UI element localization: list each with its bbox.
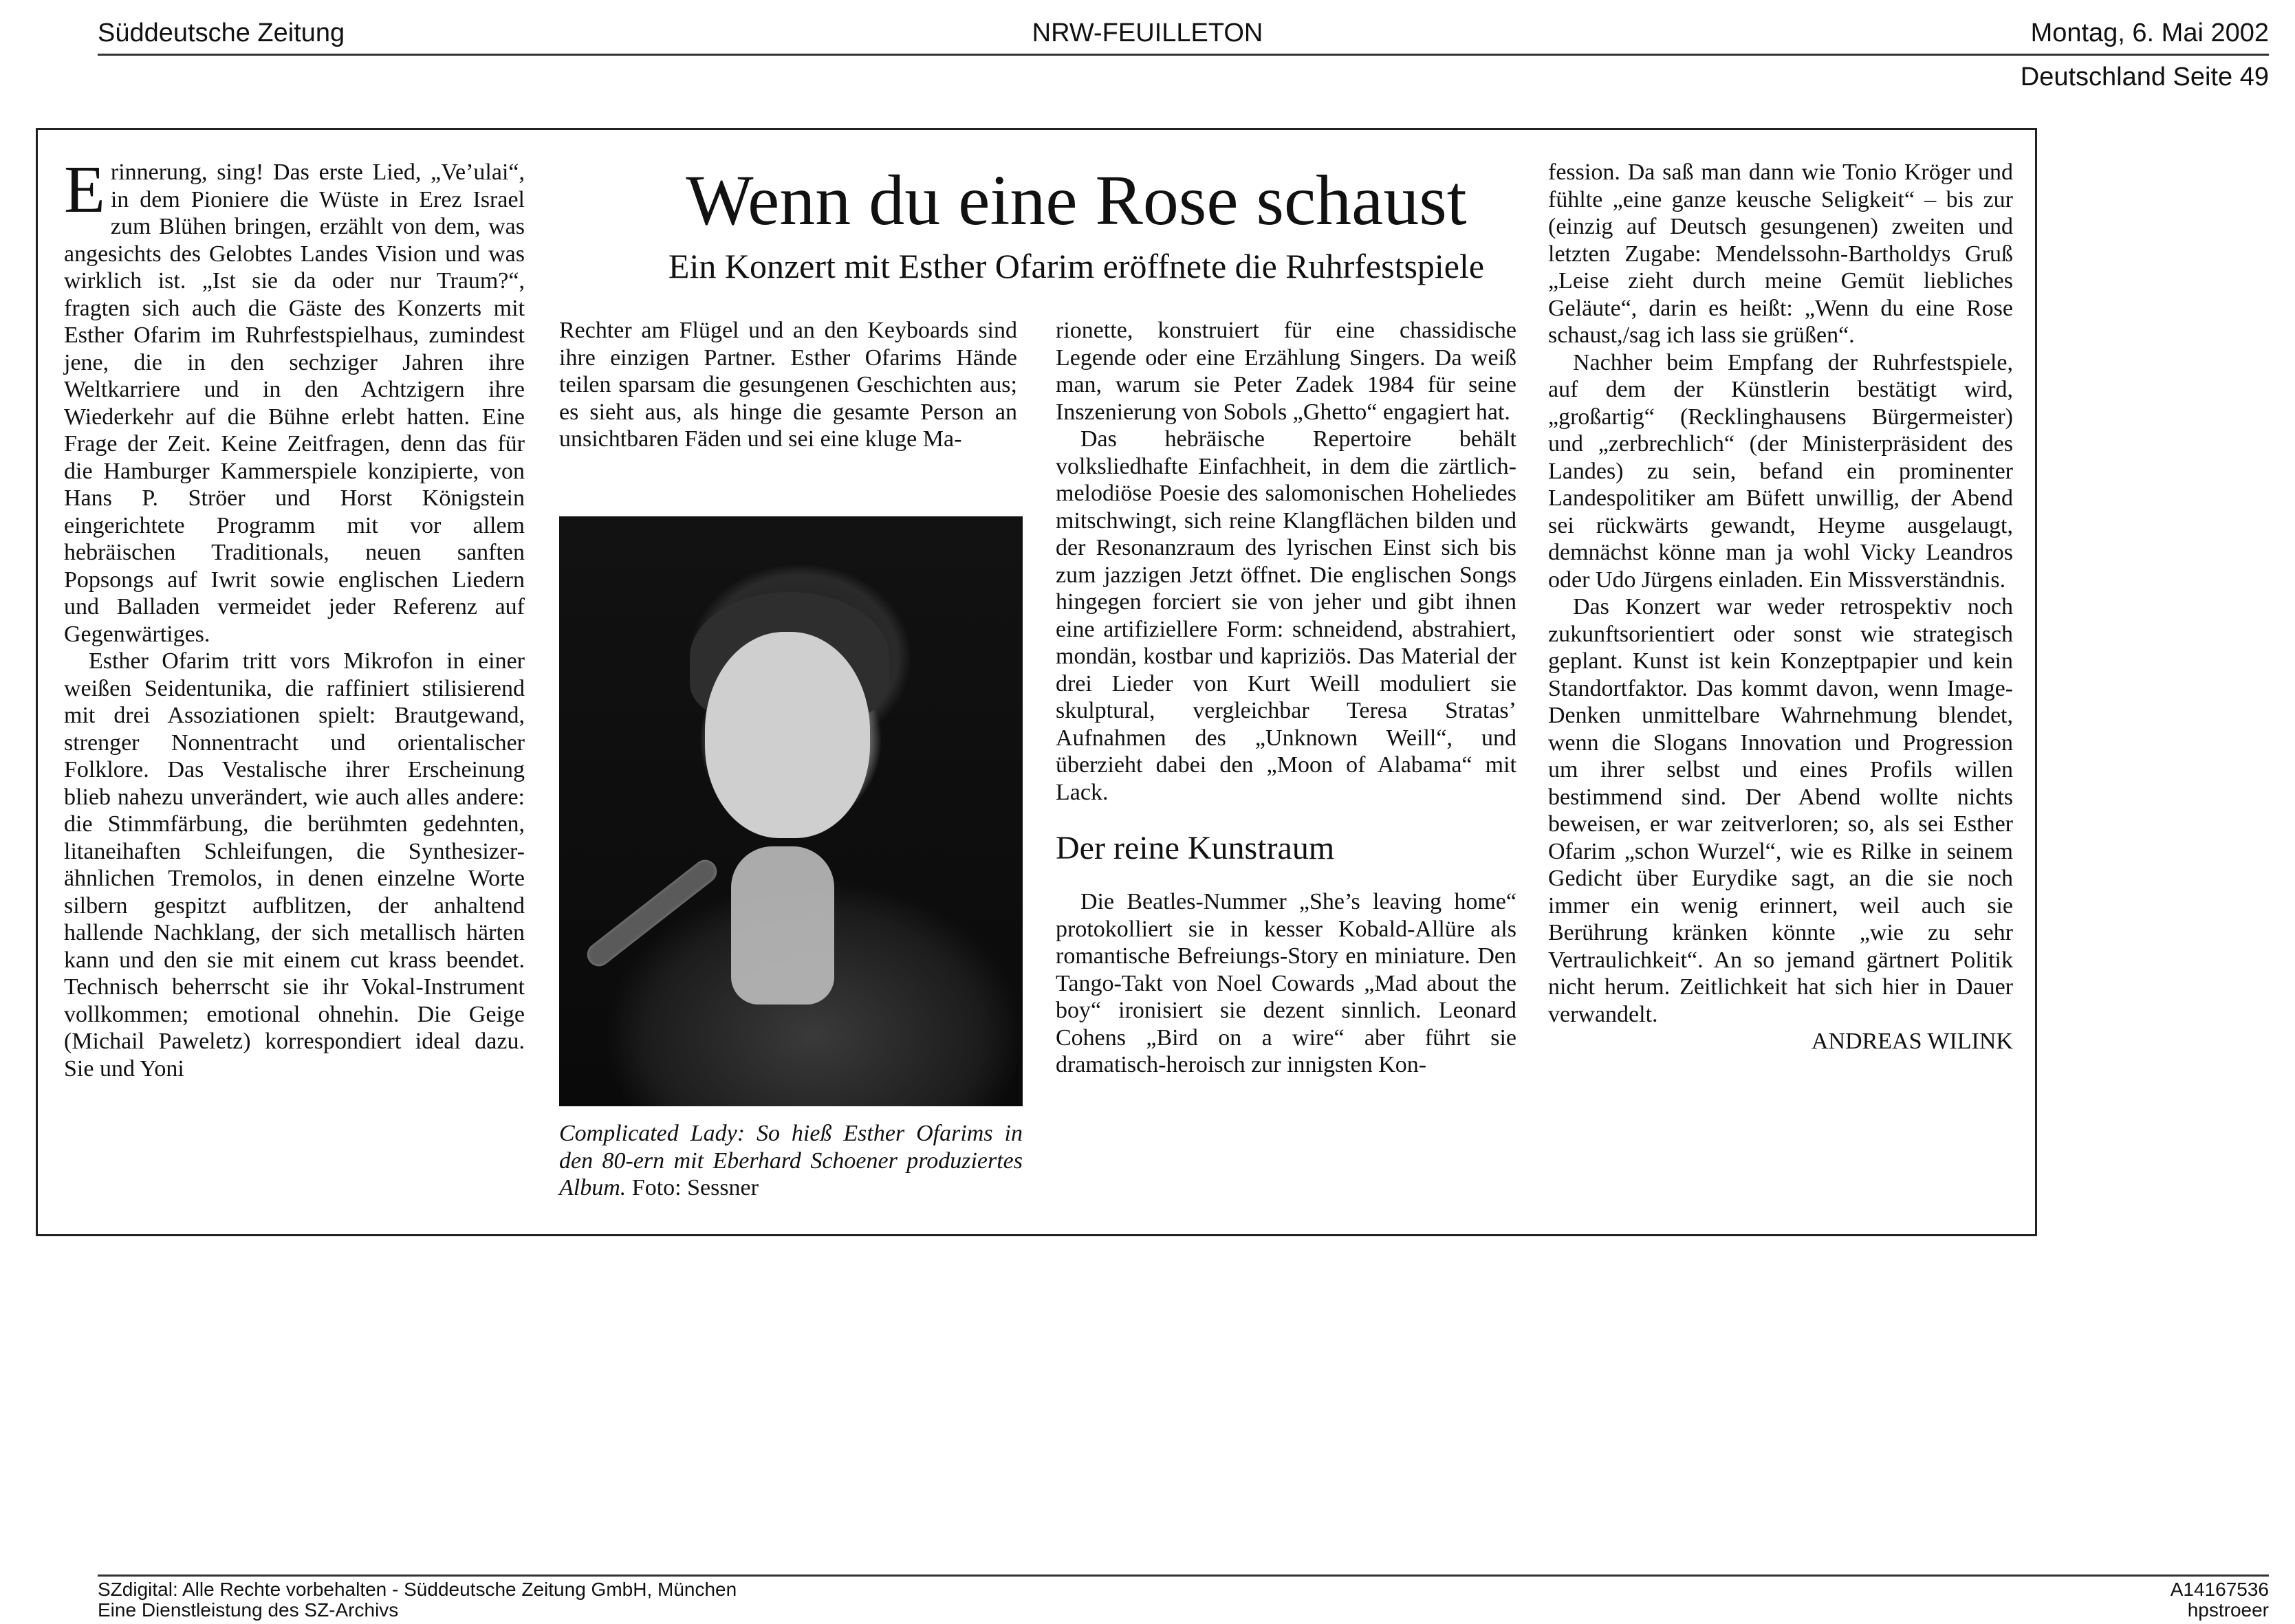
header-rule	[98, 54, 2269, 56]
paragraph: Das Konzert war weder retrospektiv noch zukunftsorientiert oder sonst wie strategisch geplant. Kunst ist kein Konzeptpapier und kein Standortfaktor. Das kommt davon, wenn Image-Denken unmittelbare Wahrnehmung blendet, wenn die Slogans Innovation und Progression um ihrer selbst und eines Profils willen bestimmend sind. Der Abend wollte nichts beweisen, er war zeitverloren; so, als sei Esther Ofarim „schon Wurzel“, wie es Rilke in seinem Gedicht über Eurydike sagt, an die sie noch immer ein wenig erinnert, weil auch sie Berührung kränken könnte „wie zu sehr Vertraulichkeit“. An so jemand gärtnert Politik nicht herum. Zeitlichkeit hat sich hier in Dauer verwandelt.	[1548, 594, 2013, 1027]
paragraph: Rechter am Flügel und an den Keyboards sind ihre einzigen Partner. Esther Ofarims Hände teilen sparsam die gesungenen Geschichten aus; es sieht aus, als hinge die gesamte Person an unsichtbaren Fäden und sei eine kluge Ma-	[559, 318, 1017, 452]
document-id: A14167536	[2170, 1579, 2269, 1600]
page-reference: Deutschland Seite 49	[2020, 63, 2269, 91]
article-column-2	[559, 317, 1017, 453]
article-column-4	[1548, 159, 2013, 1055]
section-name: NRW-FEUILLETON	[1032, 19, 1263, 47]
article-column-1	[64, 153, 525, 1225]
paragraph: rionette, konstruiert für eine chassidische Legende oder eine Erzählung Singers. Da weiß man, warum sie Peter Zadek 1984 für seine Inszenierung von Sobols „Ghetto“ engagiert hat.	[1056, 318, 1516, 425]
photo-credit: Foto: Sessner	[631, 1175, 759, 1200]
article-subheadline: Ein Konzert mit Esther Ofarim eröffnete die Ruhrfestspiele	[668, 247, 1485, 285]
microphone-shape	[583, 855, 721, 971]
photo-hand-shape	[731, 846, 834, 1005]
paragraph-text: rinnerung, sing! Das erste Lied, „Ve’ulai“, in dem Pioniere die Wüste in Erez Israel zum Blühen bringen, erzählt von dem, was angesichts des Gelobtes Landes Vision und was wirklich ist. „Ist sie da oder nur Traum?“, fragten sich auch die Gäste des Konzerts mit Esther Ofarim im Ruhrfestspielhaus, zumindest jene, die in den sechziger Jahren ihre Weltkarriere und in den Achtzigern ihre Wiederkehr auf die Bühne erlebt hatten. Eine Frage der Zeit. Keine Zeitfragen, denn das für die Hamburger Kammerspiele konzipierte, von Hans P. Ströer und Horst Königstein eingerichtete Programm mit vor allem hebräischen Traditionals, neuen sanften Popsongs auf Iwrit sowie englischen Liedern und Balladen vermeidet jeder Referenz auf Gegenwärtiges.	[64, 160, 525, 647]
article-column-3	[1056, 317, 1516, 1079]
paragraph: Das hebräische Repertoire behält volksliedhafte Einfachheit, in dem die zärtlich-melodiöse Poesie des salomonischen Hoheliedes mitschwingt, sich reine Klangflächen bilden und der Resonanzraum des lyrischen Einst sich bis zum jazzigen Jetzt öffnet. Die englischen Songs hingegen forciert sie von jeher und gibt ihnen eine artifiziellere Form: schneidend, abstrahiert, mondän, kostbar und kapriziös. Das Material der drei Lieder von Kurt Weill moduliert sie skulptural, vergleichbar Teresa Stratas’ Aufnahmen des „Unknown Weill“, und überzieht dabei den „Moon of Alabama“ mit Lack.	[1056, 426, 1516, 805]
photo-face-shape	[705, 632, 870, 838]
paragraph: fession. Da saß man dann wie Tonio Kröger und fühlte „eine ganze keusche Seligkeit“ – bis zur (einzig auf Deutsch gesungenen) zweiten und letzten Zugabe: Mendelssohn-Bartholdys Gruß „Leise zieht durch meine Gemüt liebliches Geläute“, darin es heißt: „Wenn du eine Rose schaust,/sag ich lass sie grüßen“.	[1548, 160, 2013, 348]
article-box	[36, 128, 2037, 1236]
author-byline: ANDREAS WILINK	[1811, 1029, 2013, 1054]
portrait-photo	[559, 516, 1023, 1106]
drop-cap: E	[64, 153, 105, 227]
paragraph: Nachher beim Empfang der Ruhrfestspiele, auf dem der Künstlerin bestätigt wird, „großartig“ (Recklinghausens Bürgermeister) und „zerbrechlich“ (der Ministerpräsident des Landes) zu sein, befand ein prominenter Landespolitiker am Büfett unwillig, der Abend sei rückwärts gewandt, Heyme ausgelaugt, demnächst könne man ja wohl Vicky Leandros oder Udo Jürgens einladen. Ein Missverständnis.	[1548, 349, 2013, 593]
footer-rule	[98, 1574, 2269, 1577]
issue-date: Montag, 6. Mai 2002	[2030, 19, 2269, 47]
paragraph	[64, 153, 525, 648]
archive-service-note: Eine Dienstleistung des SZ-Archivs	[98, 1599, 399, 1621]
paragraph: Die Beatles-Nummer „She’s leaving home“ protokolliert sie in kesser Kobald-Allüre als romantische Befreiungs-Story en miniature. Den Tango-Takt von Noel Cowards „Mad about the boy“ ironisiert sie dezent sinnlich. Leonard Cohens „Bird on a wire“ aber führt sie dramatisch-heroisch zur innigsten Kon-	[1056, 889, 1516, 1077]
user-name: hpstroeer	[2187, 1599, 2269, 1621]
paragraph: Esther Ofarim tritt vors Mikrofon in einer weißen Seidentunika, die raffiniert stilisierend mit drei Assoziationen spielt: Brautgewand, strenger Nonnentracht und orientalischer Folklore. Das Vestalische ihrer Erscheinung blieb nahezu unverändert, wie auch alles andere: die Stimmfärbung, die berühmten gedehnten, litaneihaften Schleifungen, die Synthesizer-ähnlichen Tremolos, in denen einzelne Worte silbern gespitzt aufblitzen, der anhaltend hallende Nachklang, der sich metallisch härten kann und den sie mit einem cut krass beendet. Technisch beherrscht sie ihr Vokal-Instrument vollkommen; emotional ohnehin. Die Geige (Michail Paweletz) korrespondiert ideal dazu. Sie und Yoni	[64, 648, 525, 1082]
copyright-notice: SZdigital: Alle Rechte vorbehalten - Süddeutsche Zeitung GmbH, München	[98, 1579, 737, 1600]
section-subhead: Der reine Kunstraum	[1056, 830, 1335, 866]
article-headline: Wenn du eine Rose schaust	[686, 161, 1467, 240]
publication-name: Süddeutsche Zeitung	[98, 19, 345, 47]
photo-caption	[559, 1120, 1023, 1202]
caption-text: Complicated Lady: So hieß Esther Ofarims in den 80-ern mit Eberhard Schoener produziertes Album.	[559, 1121, 1023, 1200]
